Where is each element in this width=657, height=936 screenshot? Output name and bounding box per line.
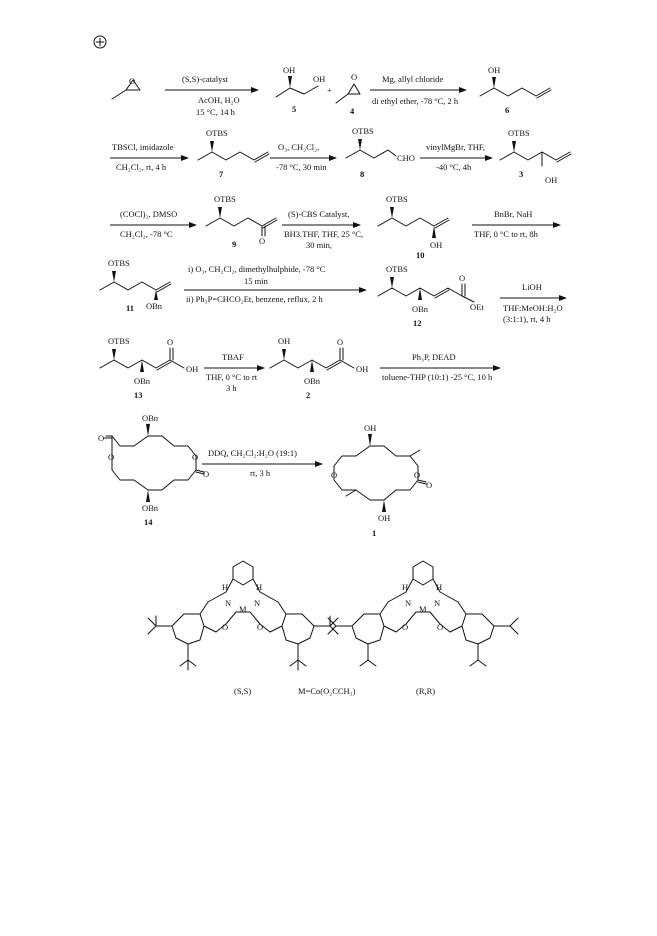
svg-text:Ph₃P, DEAD: Ph₃P, DEAD: [412, 352, 456, 362]
svg-text:di ethyl ether, -78 °C, 2 h: di ethyl ether, -78 °C, 2 h: [372, 96, 459, 106]
svg-text:H: H: [436, 582, 443, 592]
svg-text:O: O: [402, 622, 409, 632]
svg-text:OBn: OBn: [142, 413, 159, 423]
arrow-row5-step2: [380, 352, 500, 382]
svg-text:OH: OH: [283, 65, 296, 75]
svg-text:toluene-THP (10:1) -25 °C, 10: toluene-THP (10:1) -25 °C, 10 h: [382, 372, 493, 382]
svg-text:O: O: [203, 469, 210, 479]
svg-text:AcOH, H₂O: AcOH, H₂O: [198, 95, 240, 105]
svg-text:OTBS: OTBS: [214, 194, 236, 204]
arrow-row4-step1: [184, 264, 366, 304]
svg-text:OH: OH: [313, 74, 326, 84]
compound-14-structure: [98, 413, 209, 527]
arrow-row1-step2: [370, 74, 466, 106]
svg-text:THF, 0 °C to rt, 8h: THF, 0 °C to rt, 8h: [474, 229, 538, 239]
svg-text:vinylMgBr, THF,: vinylMgBr, THF,: [426, 142, 486, 152]
svg-text:15 °C, 14 h: 15 °C, 14 h: [196, 107, 235, 117]
svg-text:i) O₃, CH₂Cl₂, dimethylhulphi: i) O₃, CH₂Cl₂, dimethylhulphide, -78 °C: [188, 264, 326, 274]
svg-text:O: O: [98, 433, 105, 443]
compound-6-structure: [480, 65, 551, 115]
arrow-row1-step1: [165, 74, 258, 117]
svg-text:N: N: [434, 598, 441, 608]
arrow-row6-step1: [202, 448, 322, 478]
svg-text:OH: OH: [378, 513, 391, 523]
svg-text:OBn: OBn: [142, 503, 159, 513]
svg-text:OBn: OBn: [304, 376, 321, 386]
svg-text:OH: OH: [488, 65, 501, 75]
svg-text:M: M: [239, 604, 247, 614]
svg-text:OH: OH: [278, 336, 291, 346]
compound-10-label: 10: [416, 250, 425, 260]
compound-2-label: 2: [306, 390, 311, 400]
svg-text:(COCl)₂, DMSO: (COCl)₂, DMSO: [120, 209, 178, 219]
svg-text:OH: OH: [545, 175, 558, 185]
svg-text:CH₂Cl₂, rt, 4 h: CH₂Cl₂, rt, 4 h: [116, 162, 167, 172]
compound-9-label: 9: [232, 239, 237, 249]
compound-4-structure: [336, 72, 360, 116]
compound-2-structure: [270, 336, 368, 400]
compound-12-structure: [378, 264, 484, 328]
svg-text:OEt: OEt: [470, 302, 484, 312]
svg-text:O: O: [108, 452, 115, 462]
compound-8-label: 8: [360, 169, 365, 179]
svg-text:CHO: CHO: [397, 153, 415, 163]
svg-text:OH: OH: [356, 364, 369, 374]
svg-text:DDQ, CH₂Cl₂:H₂O (19:1): DDQ, CH₂Cl₂:H₂O (19:1): [208, 448, 297, 458]
compound-13-label: 13: [134, 390, 143, 400]
svg-text:O: O: [337, 337, 344, 347]
svg-text:OBn: OBn: [134, 376, 151, 386]
compound-11-label: 11: [126, 303, 135, 313]
compound-1-structure: [331, 423, 432, 538]
svg-text:OTBS: OTBS: [508, 128, 530, 138]
svg-text:(3:1:1), rt, 4 h: (3:1:1), rt, 4 h: [503, 314, 551, 324]
svg-text:H: H: [222, 582, 229, 592]
propylene-oxide-structure: [112, 76, 140, 99]
plus-sign: +: [327, 85, 332, 95]
catalyst-rr-structure: [328, 561, 518, 666]
catalyst-ss-label: (S,S): [234, 686, 252, 696]
svg-text:N: N: [254, 598, 261, 608]
compound-13-structure: [100, 336, 198, 400]
svg-text:LiOH: LiOH: [522, 282, 542, 292]
catalyst-metal-definition: M=Co(O₂CCH₃): [298, 686, 356, 696]
arrow-row3-step3: [472, 209, 560, 239]
svg-text:O: O: [437, 622, 444, 632]
svg-text:O: O: [222, 622, 229, 632]
svg-text:3 h: 3 h: [226, 383, 237, 393]
svg-text:TBSCl, imidazole: TBSCl, imidazole: [112, 142, 174, 152]
svg-text:M: M: [419, 604, 427, 614]
svg-text:(S)-CBS Catalyst,: (S)-CBS Catalyst,: [288, 209, 350, 219]
svg-text:OTBS: OTBS: [386, 264, 408, 274]
publisher-logo: [94, 36, 106, 48]
svg-text:OTBS: OTBS: [108, 258, 130, 268]
svg-text:OBn: OBn: [412, 304, 429, 314]
svg-text:OBn: OBn: [146, 301, 163, 311]
svg-text:O: O: [459, 273, 466, 283]
svg-text:O: O: [426, 480, 433, 490]
compound-8-structure: [346, 126, 415, 179]
compound-7-structure: [198, 128, 269, 179]
svg-text:OTBS: OTBS: [386, 194, 408, 204]
svg-text:ii) Ph₃P=CHCO₂Et, benzene, ref: ii) Ph₃P=CHCO₂Et, benzene, reflux, 2 h: [186, 294, 323, 304]
arrow-row5-step1: [204, 352, 264, 393]
svg-text:O: O: [129, 76, 136, 86]
svg-text:THF, 0 °C to rt: THF, 0 °C to rt: [206, 372, 258, 382]
svg-text:O: O: [259, 236, 266, 246]
svg-text:BnBr, NaH: BnBr, NaH: [494, 209, 533, 219]
svg-text:CH₂Cl₂, -78 °C: CH₂Cl₂, -78 °C: [120, 229, 173, 239]
svg-text:15 min: 15 min: [244, 276, 268, 286]
catalyst-ss-structure: [148, 561, 338, 670]
svg-text:O: O: [192, 452, 199, 462]
arrow-row2-step2: [270, 142, 336, 172]
svg-text:OTBS: OTBS: [206, 128, 228, 138]
svg-text:H: H: [402, 582, 409, 592]
svg-text:(S,S)-catalyst: (S,S)-catalyst: [182, 74, 229, 84]
svg-text:O: O: [351, 72, 358, 82]
compound-3-label: 3: [519, 169, 524, 179]
svg-text:rt, 3 h: rt, 3 h: [250, 468, 271, 478]
arrow-row2-step3: [420, 142, 492, 172]
svg-text:N: N: [225, 598, 232, 608]
compound-4-label: 4: [350, 106, 355, 116]
svg-text:N: N: [405, 598, 412, 608]
arrow-row3-step1: [110, 209, 196, 239]
svg-text:O: O: [331, 470, 338, 480]
svg-text:TBAF: TBAF: [222, 352, 244, 362]
svg-text:O: O: [414, 470, 421, 480]
compound-10-structure: [378, 194, 449, 260]
svg-text:O₃, CH₂Cl₂,: O₃, CH₂Cl₂,: [278, 142, 320, 152]
compound-14-label: 14: [144, 517, 153, 527]
compound-12-label: 12: [413, 318, 422, 328]
compound-1-label: 1: [372, 528, 377, 538]
svg-text:-40 °C, 4h: -40 °C, 4h: [436, 162, 472, 172]
svg-text:OTBS: OTBS: [108, 336, 130, 346]
svg-text:-78 °C, 30 min: -78 °C, 30 min: [276, 162, 327, 172]
compound-9-structure: [206, 194, 277, 249]
svg-text:Mg, allyl chloride: Mg, allyl chloride: [382, 74, 444, 84]
svg-text:THF:MeOH:H₂O: THF:MeOH:H₂O: [503, 303, 563, 313]
svg-text:OH: OH: [364, 423, 377, 433]
svg-text:OH: OH: [186, 364, 199, 374]
compound-6-label: 6: [505, 105, 510, 115]
svg-text:O: O: [257, 622, 264, 632]
compound-7-label: 7: [219, 169, 224, 179]
svg-text:OTBS: OTBS: [352, 126, 374, 136]
svg-text:BH3.THF, THF, 25 °C,: BH3.THF, THF, 25 °C,: [284, 229, 364, 239]
svg-text:OH: OH: [430, 240, 443, 250]
arrow-row3-step2: [282, 209, 363, 250]
compound-5-structure: [276, 65, 325, 114]
compound-5-label: 5: [292, 104, 297, 114]
arrow-row4-step2: [500, 282, 566, 324]
svg-text:O: O: [167, 337, 174, 347]
svg-text:H: H: [256, 582, 263, 592]
arrow-row2-step1: [110, 142, 188, 172]
compound-3-structure: [500, 128, 571, 185]
svg-text:30 min,: 30 min,: [306, 240, 332, 250]
catalyst-rr-label: (R,R): [416, 686, 436, 696]
compound-11-structure: [100, 258, 171, 313]
